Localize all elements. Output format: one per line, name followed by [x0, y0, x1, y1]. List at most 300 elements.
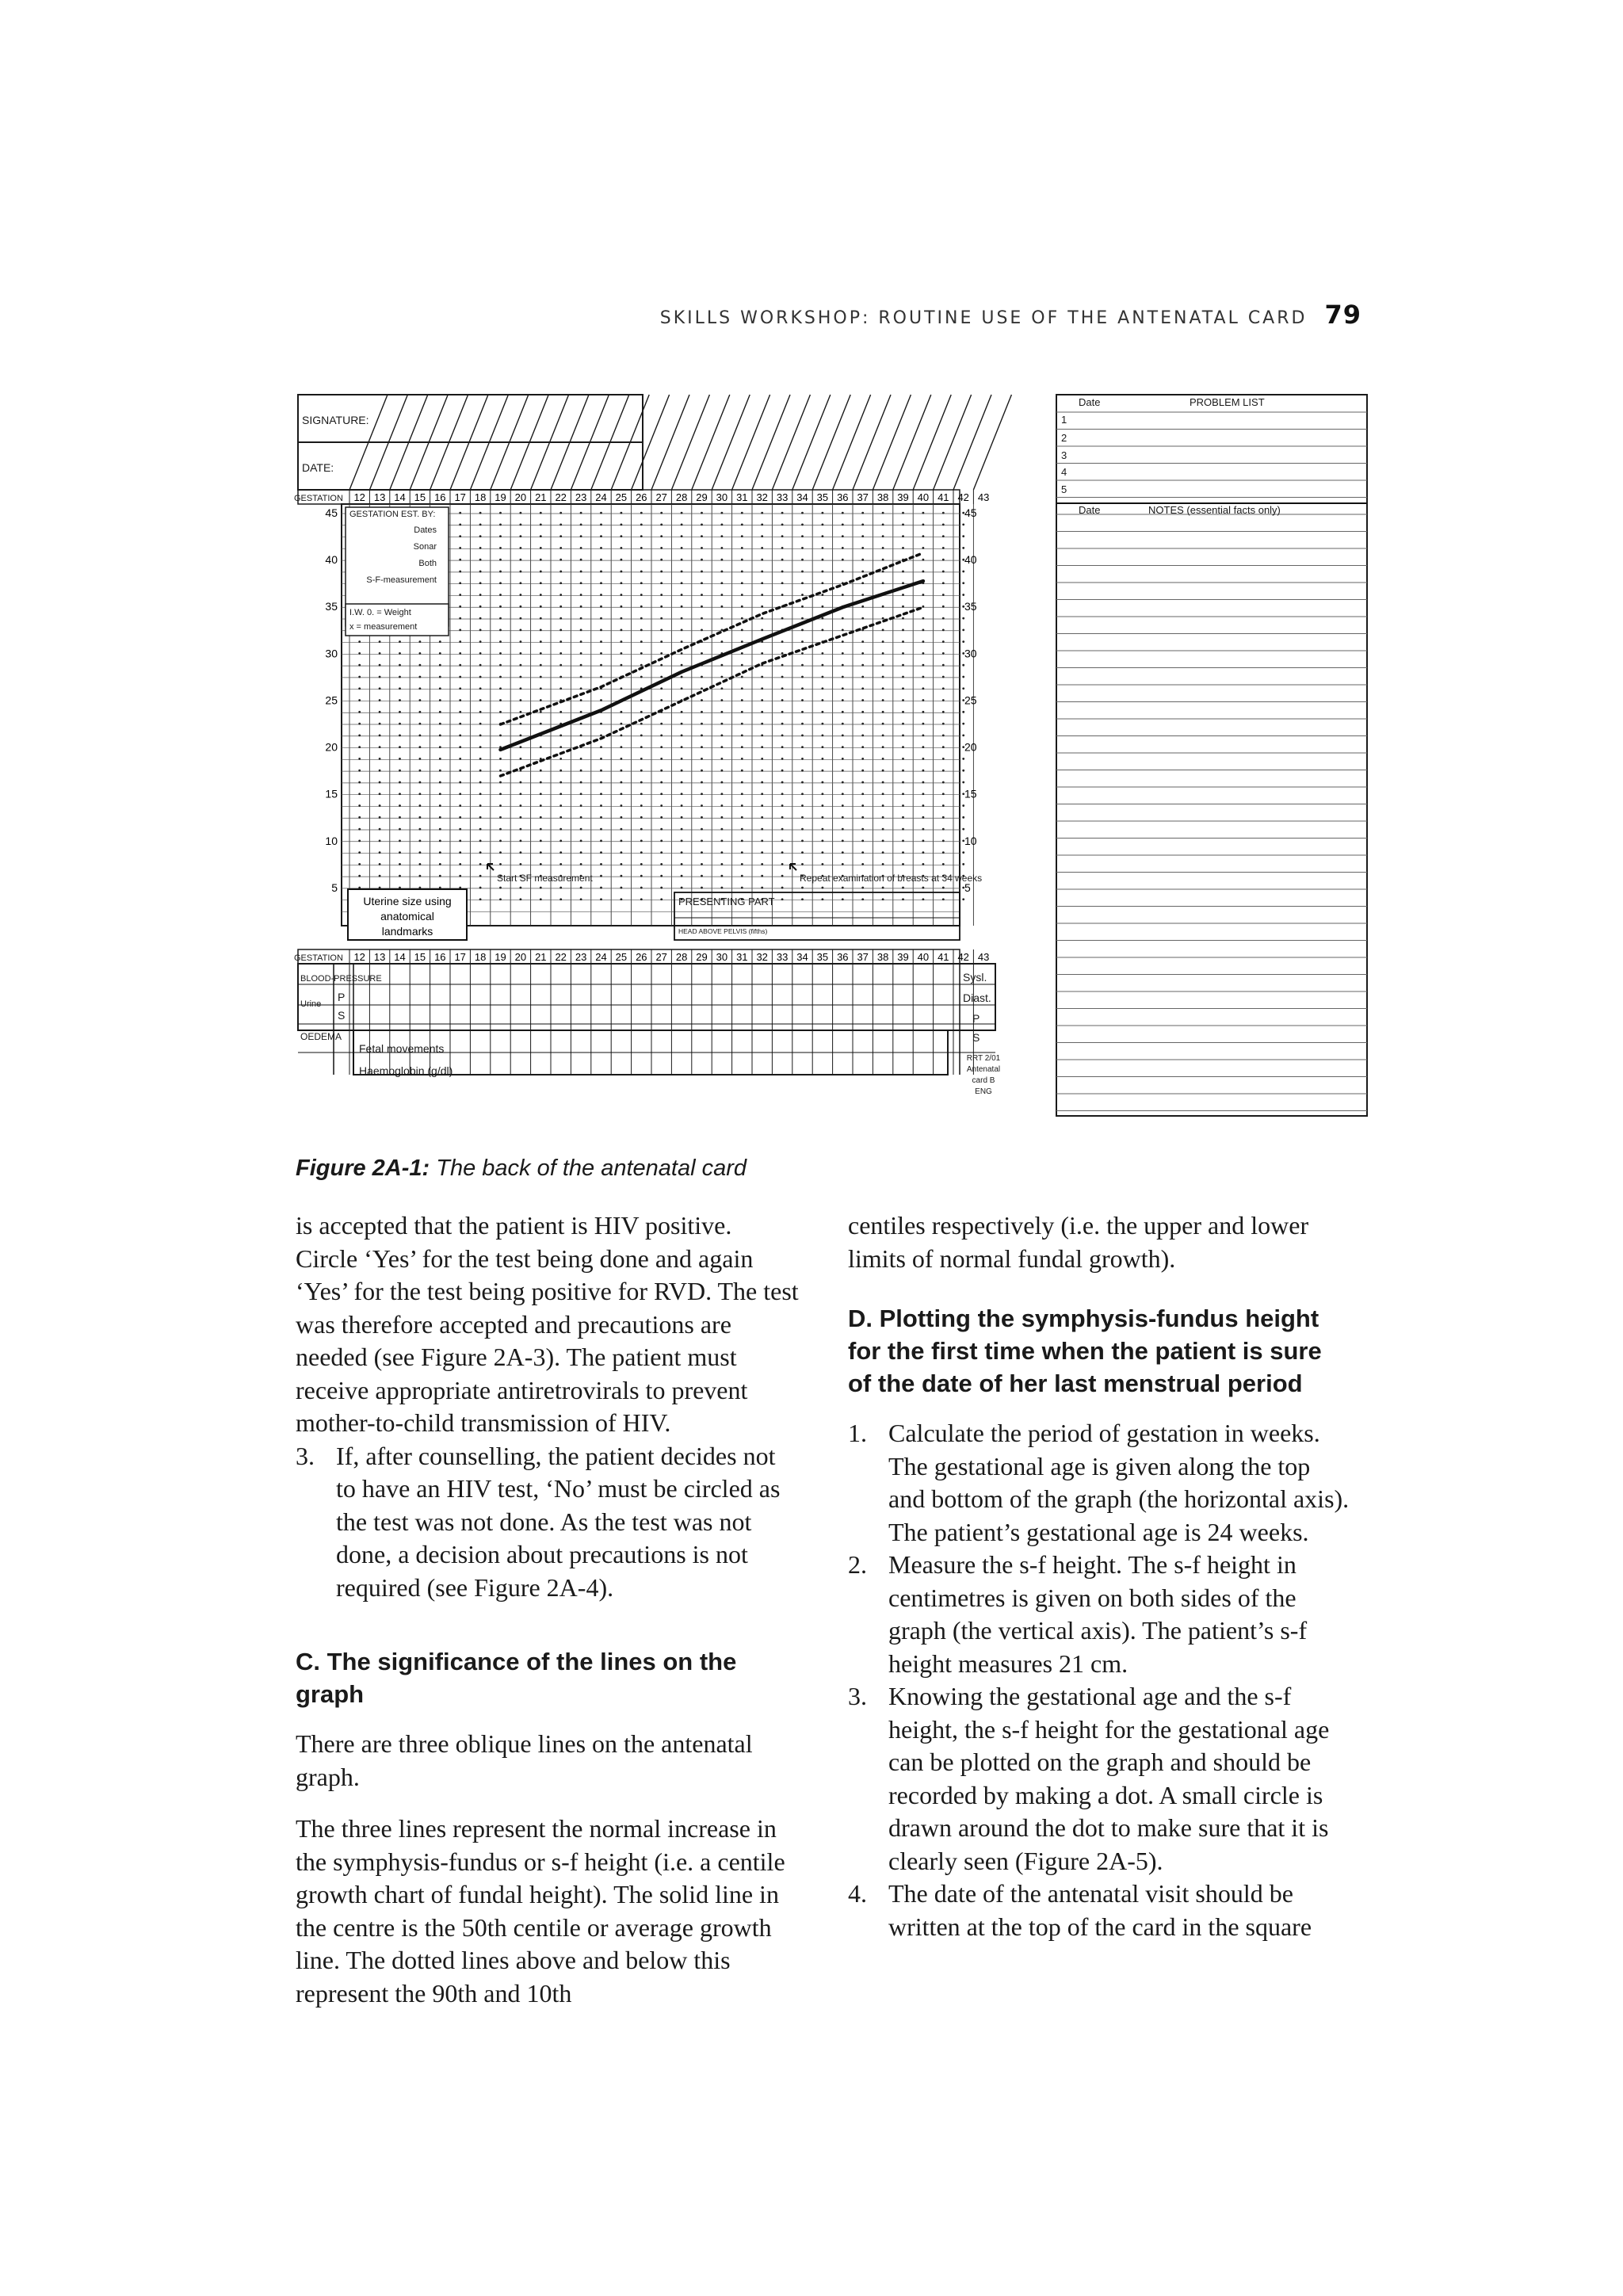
- grid-dot: [499, 758, 502, 760]
- grid-dot: [580, 523, 582, 525]
- antenatal-card-figure: [294, 388, 1372, 1133]
- list-item-number: 3.: [848, 1682, 867, 1710]
- grid-dot: [681, 628, 683, 631]
- grid-dot: [621, 523, 623, 525]
- grid-dot: [459, 781, 461, 784]
- grid-dot: [842, 781, 844, 784]
- grid-dot: [902, 652, 904, 655]
- grid-dot: [479, 723, 482, 725]
- week-tick-bottom: 33: [776, 951, 789, 963]
- grid-dot: [801, 628, 804, 631]
- grid-dot: [681, 617, 683, 620]
- grid-dot: [660, 770, 663, 772]
- grid-dot: [358, 816, 361, 819]
- grid-dot: [721, 535, 724, 537]
- grid-dot: [701, 559, 703, 561]
- grid-dot: [600, 676, 602, 678]
- grid-dot: [741, 711, 743, 713]
- grid-dot: [942, 640, 945, 643]
- problem-list-title: PROBLEM LIST: [1190, 396, 1265, 408]
- grid-dot: [520, 734, 522, 736]
- grid-dot: [741, 606, 743, 608]
- signature-slash: [792, 395, 831, 490]
- grid-dot: [499, 711, 502, 713]
- grid-dot: [822, 711, 824, 713]
- grid-dot: [741, 758, 743, 760]
- grid-dot: [942, 699, 945, 701]
- grid-dot: [942, 523, 945, 525]
- grid-dot: [640, 664, 643, 667]
- grid-dot: [499, 512, 502, 514]
- grid-dot: [660, 887, 663, 889]
- grid-dot: [640, 512, 643, 514]
- grid-dot: [499, 628, 502, 631]
- grid-dot: [540, 559, 542, 561]
- grid-dot: [942, 746, 945, 748]
- grid-dot: [499, 676, 502, 678]
- y-tick-right: 5: [964, 881, 971, 894]
- grid-dot: [701, 582, 703, 584]
- grid-dot: [580, 594, 582, 596]
- grid-dot: [640, 758, 643, 760]
- grid-dot: [559, 640, 562, 643]
- grid-dot: [540, 804, 542, 807]
- grid-dot: [741, 887, 743, 889]
- grid-dot: [681, 512, 683, 514]
- grid-dot: [842, 547, 844, 549]
- card-code-1: RRT 2/01: [966, 1054, 1001, 1063]
- grid-dot: [922, 652, 925, 655]
- grid-dot: [842, 559, 844, 561]
- grid-dot: [942, 512, 945, 514]
- start-sf-annotation: Start SF measurement: [497, 873, 593, 884]
- grid-dot: [721, 559, 724, 561]
- gest-est-both: Both: [418, 559, 437, 568]
- grid-dot: [660, 758, 663, 760]
- grid-dot: [479, 898, 482, 900]
- grid-dot: [942, 628, 945, 631]
- grid-dot: [459, 887, 461, 889]
- grid-dot: [540, 746, 542, 748]
- grid-dot: [419, 664, 422, 667]
- grid-dot: [902, 863, 904, 865]
- grid-dot: [962, 828, 964, 831]
- grid-dot: [962, 758, 964, 760]
- grid-dot: [842, 711, 844, 713]
- grid-dot: [902, 746, 904, 748]
- week-tick-top: 42: [957, 491, 969, 503]
- grid-dot: [358, 793, 361, 795]
- grid-dot: [600, 523, 602, 525]
- grid-dot: [358, 652, 361, 655]
- grid-dot: [721, 606, 724, 608]
- y-tick-right: 40: [964, 553, 977, 567]
- grid-dot: [761, 606, 763, 608]
- grid-dot: [399, 781, 401, 784]
- grid-dot: [520, 793, 522, 795]
- grid-dot: [520, 640, 522, 643]
- grid-dot: [781, 617, 784, 620]
- grid-dot: [761, 512, 763, 514]
- grid-dot: [419, 887, 422, 889]
- grid-dot: [600, 723, 602, 725]
- grid-dot: [861, 571, 864, 573]
- grid-dot: [439, 839, 441, 842]
- grid-dot: [559, 734, 562, 736]
- grid-dot: [761, 594, 763, 596]
- list-item: [848, 1680, 1351, 1878]
- list-item: [848, 1417, 1351, 1549]
- paragraph: The three lines represent the normal increase in the symphysis-fundus or s-f height (i.e. a centile growth chart of fundal height). The solid line in the centre is the 50th centile or average growth line. The dotted lines above and below this represent the 90th and 10th: [296, 1814, 785, 2008]
- grid-dot: [861, 863, 864, 865]
- grid-dot: [882, 699, 884, 701]
- week-tick-top: 29: [696, 491, 708, 503]
- grid-dot: [379, 687, 381, 690]
- grid-dot: [479, 770, 482, 772]
- grid-dot: [741, 523, 743, 525]
- grid-dot: [559, 887, 562, 889]
- grid-dot: [761, 723, 763, 725]
- grid-dot: [358, 723, 361, 725]
- grid-dot: [942, 804, 945, 807]
- grid-dot: [861, 547, 864, 549]
- grid-dot: [600, 571, 602, 573]
- grid-dot: [559, 711, 562, 713]
- grid-dot: [559, 582, 562, 584]
- grid-dot: [580, 628, 582, 631]
- grid-dot: [741, 617, 743, 620]
- problem-number-1: 1: [1061, 414, 1067, 426]
- grid-dot: [861, 804, 864, 807]
- grid-dot: [559, 746, 562, 748]
- grid-dot: [781, 652, 784, 655]
- grid-dot: [660, 676, 663, 678]
- grid-dot: [781, 547, 784, 549]
- grid-dot: [660, 851, 663, 854]
- grid-dot: [822, 594, 824, 596]
- week-tick-top: 15: [414, 491, 426, 503]
- grid-dot: [379, 875, 381, 877]
- grid-dot: [681, 781, 683, 784]
- grid-dot: [882, 828, 884, 831]
- grid-dot: [962, 571, 964, 573]
- grid-dot: [882, 863, 884, 865]
- grid-dot: [621, 828, 623, 831]
- grid-dot: [399, 758, 401, 760]
- grid-dot: [580, 851, 582, 854]
- grid-dot: [902, 887, 904, 889]
- grid-dot: [439, 828, 441, 831]
- grid-dot: [379, 711, 381, 713]
- grid-dot: [640, 523, 643, 525]
- grid-dot: [902, 804, 904, 807]
- grid-dot: [781, 512, 784, 514]
- grid-dot: [499, 640, 502, 643]
- grid-dot: [559, 547, 562, 549]
- grid-dot: [419, 851, 422, 854]
- grid-dot: [721, 793, 724, 795]
- continuation-paragraph: centiles respectively (i.e. the upper and lower limits of normal fundal growth).: [848, 1211, 1309, 1273]
- week-tick-top: 31: [736, 491, 748, 503]
- grid-dot: [942, 535, 945, 537]
- grid-dot: [559, 828, 562, 831]
- grid-dot: [822, 839, 824, 842]
- signature-slash: [953, 395, 991, 490]
- grid-dot: [419, 676, 422, 678]
- grid-dot: [842, 571, 844, 573]
- grid-dot: [922, 664, 925, 667]
- grid-dot: [681, 723, 683, 725]
- grid-dot: [761, 699, 763, 701]
- grid-dot: [761, 839, 763, 842]
- grid-dot: [681, 711, 683, 713]
- presenting-part-label: PRESENTING PART: [678, 896, 775, 907]
- grid-dot: [621, 547, 623, 549]
- grid-dot: [962, 781, 964, 784]
- grid-dot: [479, 606, 482, 608]
- grid-dot: [822, 804, 824, 807]
- grid-dot: [358, 863, 361, 865]
- grid-dot: [842, 887, 844, 889]
- right-p-label: P: [972, 1012, 980, 1025]
- grid-dot: [962, 734, 964, 736]
- grid-dot: [540, 594, 542, 596]
- grid-dot: [479, 828, 482, 831]
- grid-dot: [902, 781, 904, 784]
- grid-dot: [499, 535, 502, 537]
- grid-dot: [922, 606, 925, 608]
- grid-dot: [439, 640, 441, 643]
- grid-dot: [540, 652, 542, 655]
- grid-dot: [902, 734, 904, 736]
- week-tick-bottom: 18: [474, 951, 487, 963]
- grid-dot: [701, 746, 703, 748]
- grid-dot: [882, 582, 884, 584]
- grid-dot: [902, 617, 904, 620]
- grid-dot: [942, 734, 945, 736]
- grid-dot: [379, 676, 381, 678]
- grid-dot: [520, 816, 522, 819]
- grid-dot: [419, 828, 422, 831]
- grid-dot: [741, 804, 743, 807]
- grid-dot: [640, 781, 643, 784]
- uterine-size-text: landmarks: [381, 925, 433, 938]
- list-item: [296, 1440, 799, 1605]
- diast-label: Diast.: [963, 991, 991, 1004]
- grid-dot: [600, 628, 602, 631]
- grid-dot: [781, 770, 784, 772]
- grid-dot: [520, 711, 522, 713]
- y-tick-left: 40: [325, 553, 338, 567]
- right-s-label: S: [972, 1031, 980, 1044]
- grid-dot: [379, 816, 381, 819]
- grid-dot: [499, 816, 502, 819]
- week-tick-top: 13: [373, 491, 386, 503]
- grid-dot: [459, 758, 461, 760]
- y-tick-right: 20: [964, 740, 977, 754]
- grid-dot: [861, 594, 864, 596]
- grid-dot: [741, 793, 743, 795]
- grid-dot: [479, 687, 482, 690]
- grid-dot: [499, 781, 502, 784]
- grid-dot: [640, 535, 643, 537]
- grid-dot: [842, 535, 844, 537]
- grid-dot: [600, 535, 602, 537]
- grid-dot: [942, 887, 945, 889]
- grid-dot: [741, 652, 743, 655]
- grid-dot: [781, 582, 784, 584]
- grid-dot: [660, 898, 663, 900]
- grid-dot: [640, 652, 643, 655]
- grid-dot: [640, 582, 643, 584]
- grid-dot: [922, 512, 925, 514]
- grid-dot: [580, 652, 582, 655]
- grid-dot: [801, 512, 804, 514]
- grid-dot: [520, 804, 522, 807]
- week-tick-bottom: 39: [897, 951, 909, 963]
- grid-dot: [882, 687, 884, 690]
- grid-dot: [741, 571, 743, 573]
- grid-dot: [520, 628, 522, 631]
- grid-dot: [399, 676, 401, 678]
- grid-dot: [379, 746, 381, 748]
- grid-dot: [721, 804, 724, 807]
- grid-dot: [439, 887, 441, 889]
- grid-dot: [781, 699, 784, 701]
- grid-dot: [479, 628, 482, 631]
- grid-dot: [781, 559, 784, 561]
- paragraph: There are three oblique lines on the antenatal graph.: [296, 1729, 753, 1791]
- grid-dot: [781, 723, 784, 725]
- grid-dot: [459, 535, 461, 537]
- grid-dot: [861, 770, 864, 772]
- signature-slash: [772, 395, 810, 490]
- signature-slash: [671, 395, 709, 490]
- y-tick-left: 15: [325, 787, 338, 800]
- grid-dot: [942, 559, 945, 561]
- week-tick-top: 27: [655, 491, 667, 503]
- grid-dot: [781, 523, 784, 525]
- week-tick-top: 23: [575, 491, 587, 503]
- grid-dot: [842, 699, 844, 701]
- grid-dot: [861, 676, 864, 678]
- grid-dot: [962, 547, 964, 549]
- grid-dot: [701, 606, 703, 608]
- grid-dot: [660, 828, 663, 831]
- grid-dot: [781, 828, 784, 831]
- grid-dot: [621, 758, 623, 760]
- grid-dot: [701, 711, 703, 713]
- grid-dot: [399, 664, 401, 667]
- grid-dot: [399, 851, 401, 854]
- week-tick-bottom: 35: [816, 951, 829, 963]
- grid-dot: [801, 816, 804, 819]
- week-tick-top: 16: [434, 491, 446, 503]
- grid-dot: [882, 664, 884, 667]
- grid-dot: [781, 758, 784, 760]
- grid-dot: [459, 628, 461, 631]
- grid-dot: [358, 851, 361, 854]
- grid-dot: [902, 711, 904, 713]
- grid-dot: [459, 875, 461, 877]
- grid-dot: [399, 839, 401, 842]
- grid-dot: [922, 793, 925, 795]
- grid-dot: [479, 816, 482, 819]
- grid-dot: [399, 887, 401, 889]
- grid-dot: [781, 734, 784, 736]
- grid-dot: [902, 640, 904, 643]
- grid-dot: [882, 571, 884, 573]
- grid-dot: [842, 687, 844, 690]
- week-tick-top: 43: [977, 491, 990, 503]
- right-list: [848, 1417, 1351, 1943]
- grid-dot: [399, 875, 401, 877]
- grid-dot: [721, 523, 724, 525]
- grid-dot: [499, 804, 502, 807]
- grid-dot: [600, 699, 602, 701]
- grid-dot: [660, 793, 663, 795]
- grid-dot: [701, 676, 703, 678]
- grid-dot: [801, 617, 804, 620]
- grid-dot: [842, 863, 844, 865]
- grid-dot: [640, 606, 643, 608]
- grid-dot: [499, 687, 502, 690]
- grid-dot: [882, 559, 884, 561]
- grid-dot: [761, 652, 763, 655]
- figure-caption-text: The back of the antenatal card: [436, 1156, 747, 1181]
- grid-dot: [540, 547, 542, 549]
- grid-dot: [741, 770, 743, 772]
- grid-dot: [861, 887, 864, 889]
- grid-dot: [660, 535, 663, 537]
- grid-dot: [861, 559, 864, 561]
- grid-dot: [540, 687, 542, 690]
- grid-dot: [902, 523, 904, 525]
- grid-dot: [942, 617, 945, 620]
- grid-dot: [600, 804, 602, 807]
- gest-est-sonar: Sonar: [413, 542, 437, 552]
- week-tick-top: 22: [555, 491, 567, 503]
- grid-dot: [842, 640, 844, 643]
- grid-dot: [781, 816, 784, 819]
- grid-dot: [439, 699, 441, 701]
- grid-dot: [721, 887, 724, 889]
- grid-dot: [459, 711, 461, 713]
- grid-dot: [861, 512, 864, 514]
- week-tick-top: 19: [495, 491, 506, 503]
- grid-dot: [882, 606, 884, 608]
- grid-dot: [379, 758, 381, 760]
- grid-dot: [741, 512, 743, 514]
- grid-dot: [439, 734, 441, 736]
- grid-dot: [559, 851, 562, 854]
- grid-dot: [660, 606, 663, 608]
- grid-dot: [621, 898, 623, 900]
- grid-dot: [922, 863, 925, 865]
- grid-dot: [499, 793, 502, 795]
- grid-dot: [540, 793, 542, 795]
- grid-dot: [922, 640, 925, 643]
- week-tick-top: 36: [837, 491, 849, 503]
- grid-dot: [580, 571, 582, 573]
- grid-dot: [358, 676, 361, 678]
- grid-dot: [741, 863, 743, 865]
- grid-dot: [681, 582, 683, 584]
- grid-dot: [439, 781, 441, 784]
- grid-dot: [922, 816, 925, 819]
- week-tick-bottom: 32: [756, 951, 768, 963]
- grid-dot: [842, 723, 844, 725]
